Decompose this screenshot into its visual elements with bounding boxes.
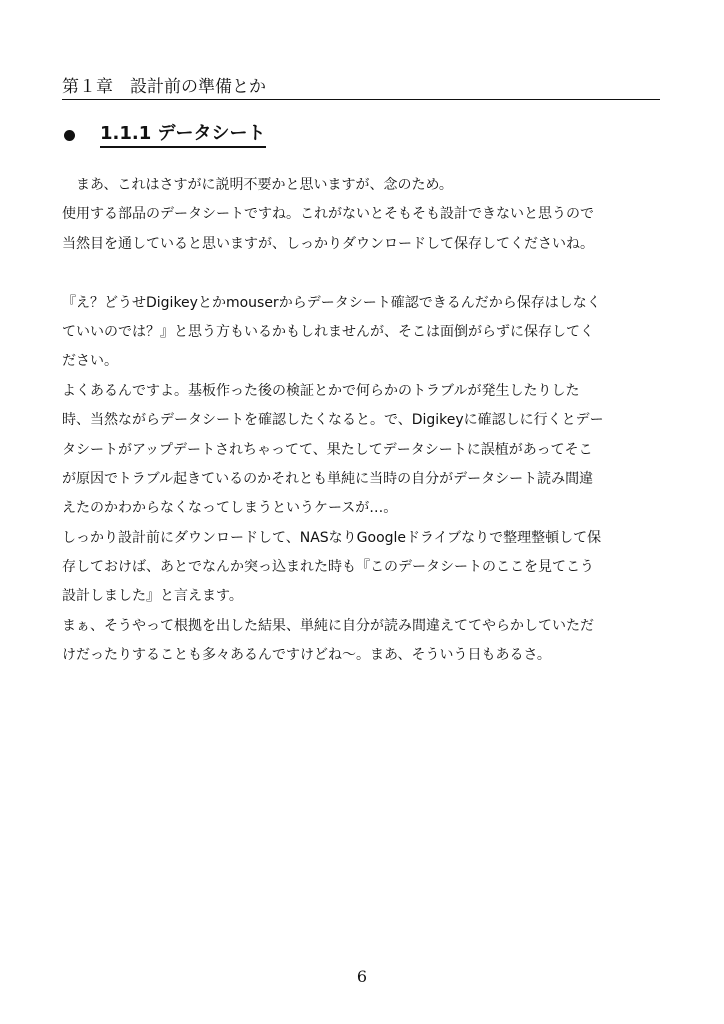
body-line: しっかり設計前にダウンロードして、NASなりGoogleドライブなりで整理整頓して保 [62, 529, 602, 546]
body-line: 時、当然ながらデータシートを確認したくなると。で、Digikeyに確認しに行くとデー [62, 412, 604, 429]
body-line: ていいのでは？』と思う方もいるかもしれませんが、そこは面倒がらずに保存してく [62, 323, 594, 340]
page-number: 6 [356, 967, 368, 986]
bullet-icon [64, 130, 75, 141]
body-line: が原因でトラブル起きているのかそれとも単純に当時の自分がデータシート読み間違 [62, 470, 594, 487]
body-line: タシートがアップデートされちゃってて、果たしてデータシートに誤植があってそこ [62, 441, 593, 458]
body-line: 使用する部品のデータシートですね。これがないとそもそも設計できないと思うので [62, 206, 594, 223]
header-divider [62, 99, 660, 100]
body-line: よくあるんですよ。基板作った後の検証とかで何らかのトラブルが発生したりした [62, 382, 580, 399]
body-line: 当然目を通していると思いますが、しっかりダウンロードして保存してくださいね。 [62, 235, 594, 252]
section-title: 1.1.1 データシート [100, 122, 266, 148]
body-line: 設計しました』と言えます。 [62, 588, 243, 605]
body-text [62, 171, 662, 671]
body-line: けだったりすることも多々あるんですけどね～。まあ、そういう日もあるさ。 [62, 647, 551, 664]
body-line: まあ、これはさすがに説明不要かと思いますが、念のため。 [62, 177, 453, 193]
body-line: ださい。 [62, 353, 118, 370]
chapter-running-header: 第１章 設計前の準備とか [62, 77, 266, 97]
body-line: まぁ、そうやって根拠を出した結果、単純に自分が読み間違えててやらかしていただ [62, 617, 594, 634]
body-line: えたのかわからなくなってしまうというケースが…。 [62, 500, 398, 517]
section-heading [64, 121, 266, 149]
body-line: 『え？どうせDigikeyとかmouserからデータシート確認できるんだから保存はしなく [62, 294, 601, 311]
body-line: 存しておけば、あとでなんか突っ込まれた時も『このデータシートのここを見てこう [62, 559, 594, 576]
blank-line [62, 259, 662, 288]
